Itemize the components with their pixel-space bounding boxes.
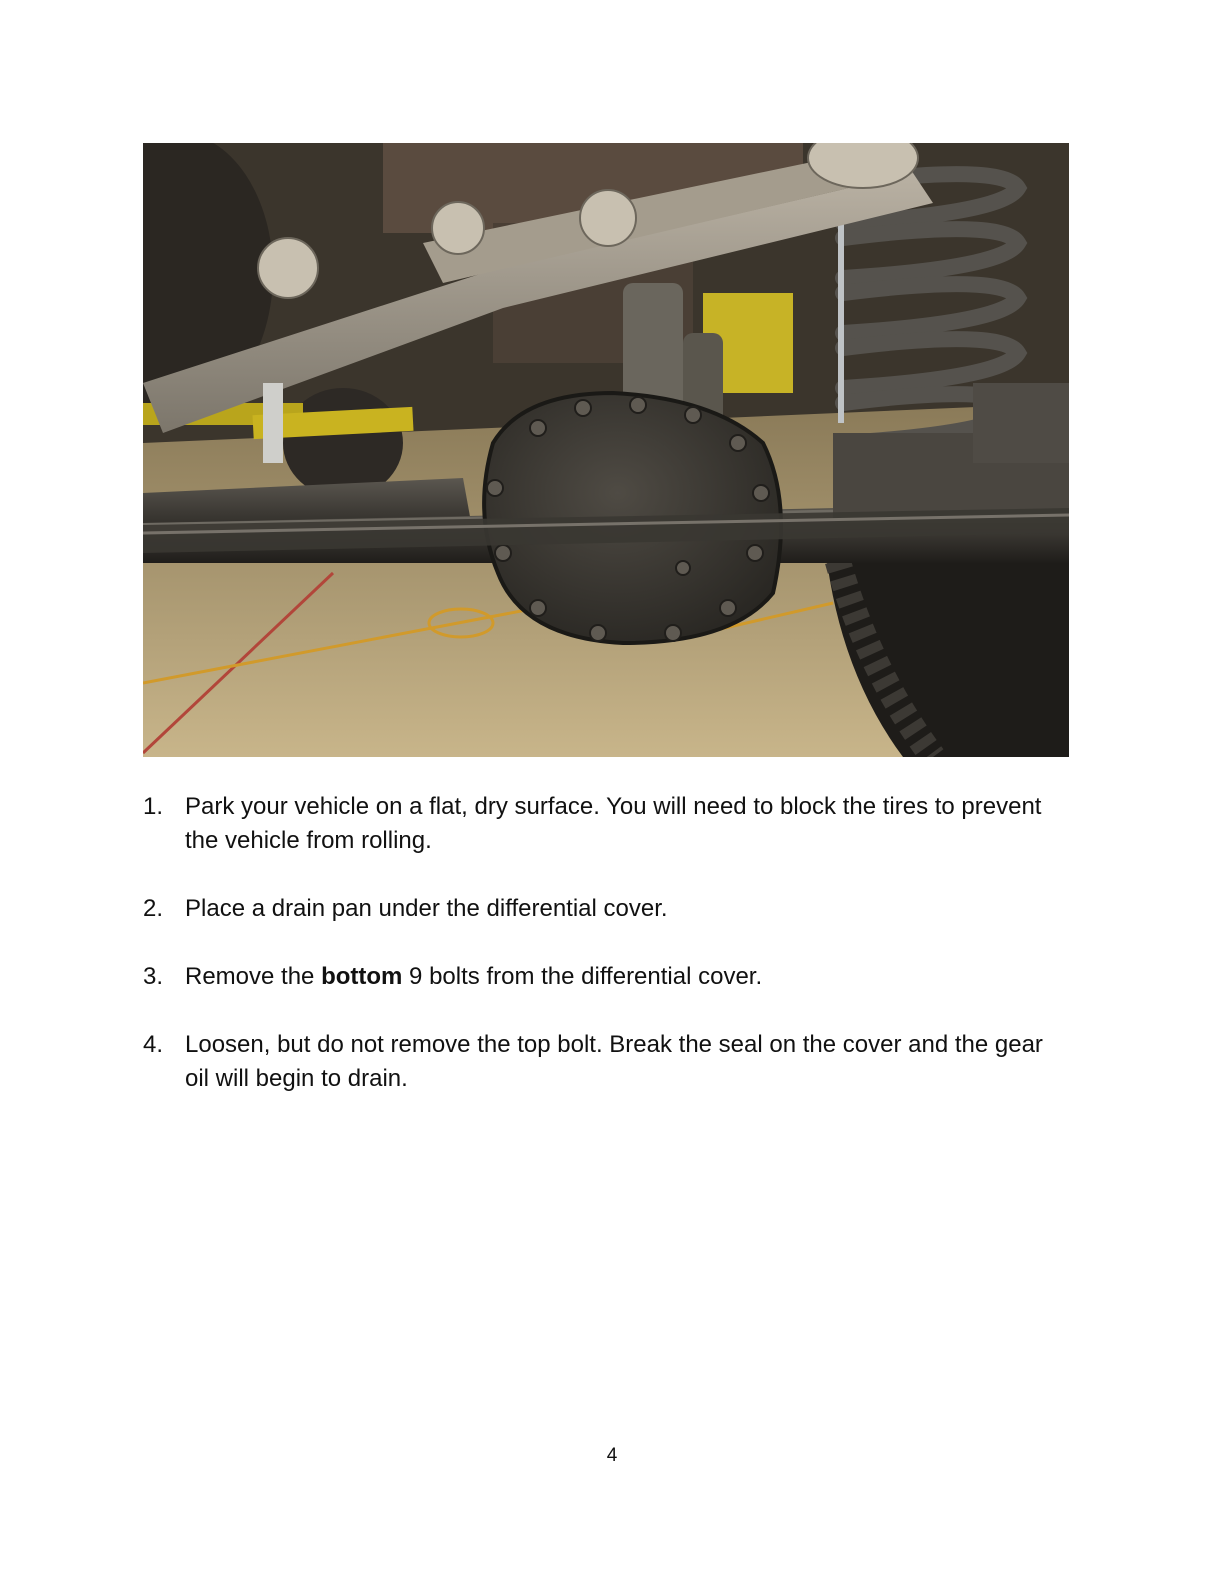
instruction-step	[143, 960, 1069, 994]
emphasis-bold: bottom	[321, 963, 403, 990]
page-number: 4	[606, 1445, 618, 1466]
instruction-step	[143, 1028, 1069, 1096]
step-number: 1.	[143, 793, 164, 820]
step-text: Place a drain pan under the differential cover.	[185, 895, 668, 922]
step-text: Park your vehicle on a flat, dry surface. You will need to block the tires to prevent the vehicle from rolling.	[185, 793, 1042, 854]
axle-photo-illustration	[143, 143, 1069, 757]
instruction-step	[143, 790, 1069, 858]
instruction-list	[143, 790, 1069, 1130]
instruction-step	[143, 892, 1069, 926]
step-number: 2.	[143, 895, 164, 922]
axle-photo	[143, 143, 1069, 757]
step-number: 3.	[143, 963, 164, 990]
step-text: Loosen, but do not remove the top bolt. Break the seal on the cover and the gear oil will begin to drain.	[185, 1031, 1043, 1092]
step-text: Remove the bottom 9 bolts from the differential cover.	[185, 963, 763, 990]
step-number: 4.	[143, 1031, 164, 1058]
